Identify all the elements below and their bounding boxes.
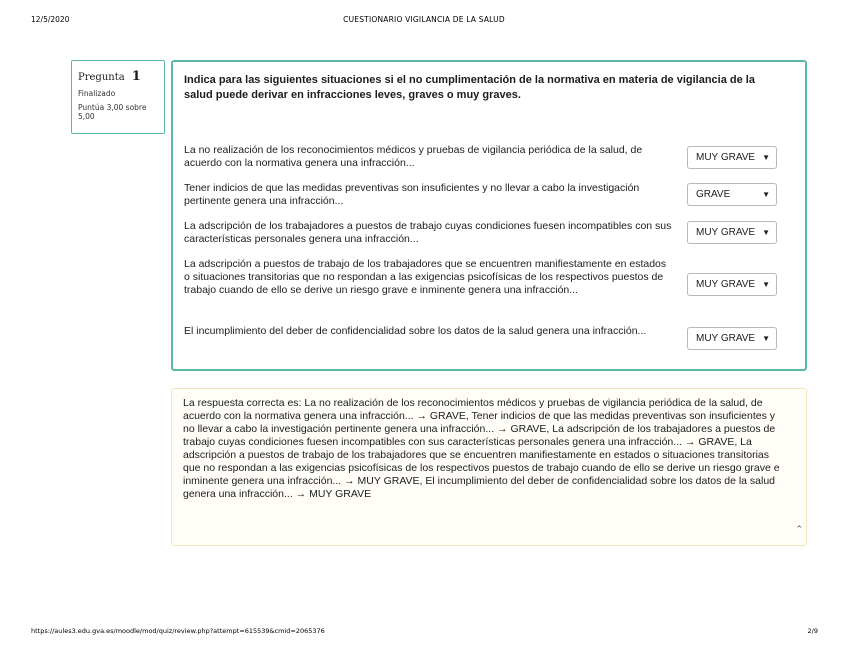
question-grade: Puntúa 3,00 sobre 5,00 (78, 103, 147, 122)
answer-select[interactable] (687, 183, 777, 206)
caret-down-icon: ▼ (762, 228, 770, 237)
match-statement: La adscripción a puestos de trabajo de los trabajadores que se encuentren manifiestamente en estados o situaciones transitorias que no respondan a las exigencias psicofísicas de los respectivos puestos de trabajo cuando de ello se derive un riesgo grave e inminente genera una infracción... (184, 258, 667, 296)
caret-down-icon: ▼ (762, 280, 770, 289)
print-date: 12/5/2020 (31, 15, 70, 24)
answer-select-value: MUY GRAVE (696, 279, 756, 290)
answer-select-value: GRAVE (696, 189, 731, 200)
match-statement: Tener indicios de que las medidas preventivas son insuficientes y no llevar a cabo la investigación pertinente genera una infracción... (184, 182, 640, 207)
chevron-up-icon[interactable]: ⌃ (795, 525, 803, 535)
match-statement: La no realización de los reconocimientos médicos y pruebas de vigilancia periódica de la salud, de acuerdo con la normativa genera una infracción... (184, 144, 643, 169)
question-info-panel (71, 60, 165, 134)
question-text: Indica para las siguientes situaciones si el no cumplimentación de la normativa en materia de vigilancia de la salud puede derivar en infracciones leves, graves o muy graves. (184, 74, 755, 101)
answer-select[interactable] (687, 146, 777, 169)
question-content-box (171, 60, 807, 371)
print-url: https://aules3.edu.gva.es/moodle/mod/quiz/review.php?attempt=615539&cmid=2065376 (31, 627, 325, 635)
caret-down-icon: ▼ (762, 190, 770, 199)
question-number-line (78, 65, 158, 84)
answer-select-value: MUY GRAVE (696, 152, 756, 163)
answer-select[interactable] (687, 327, 777, 350)
print-title: CUESTIONARIO VIGILANCIA DE LA SALUD (343, 15, 505, 24)
question-state: Finalizado (78, 89, 116, 98)
answer-select[interactable] (687, 221, 777, 244)
match-statement: El incumplimiento del deber de confidencialidad sobre los datos de la salud genera una infracción... (184, 325, 647, 337)
feedback-text: La respuesta correcta es: La no realización de los reconocimientos médicos y pruebas de vigilancia periódica de la salud, de acuerdo con la normativa genera una infracción... → GRAVE, Tener indicios de que las medidas preventivas son insuficientes y no llevar a cabo la investigación pertinente genera una infracción... → GRAVE, La adscripción de los trabajadores a puestos de trabajo cuyas condiciones fuesen incompatibles con sus características personales genera una infracción... → GRAVE, La adscripción a puestos de trabajo de los trabajadores que se encuentren manifiestamente en estados o situaciones transitorias que no respondan a las exigencias psicofísicas de los respectivos puestos de trabajo cuando de ello se derive un riesgo grave e inminente genera una infracción... → MUY GRAVE, El incumplimiento del deber de confidencialidad sobre los datos de la salud genera una infracción... → MUY GRAVE (183, 397, 780, 500)
answer-select[interactable] (687, 273, 777, 296)
correct-answer-feedback (171, 388, 807, 546)
answer-select-value: MUY GRAVE (696, 333, 756, 344)
match-statement: La adscripción de los trabajadores a puestos de trabajo cuyas condiciones fuesen incompatibles con sus características personales genera una infracción... (184, 220, 672, 245)
answer-select-value: MUY GRAVE (696, 227, 756, 238)
print-page-number: 2/9 (807, 627, 818, 635)
caret-down-icon: ▼ (762, 334, 770, 343)
question-label: Pregunta (78, 72, 125, 83)
question-number: 1 (131, 69, 141, 84)
caret-down-icon: ▼ (762, 153, 770, 162)
